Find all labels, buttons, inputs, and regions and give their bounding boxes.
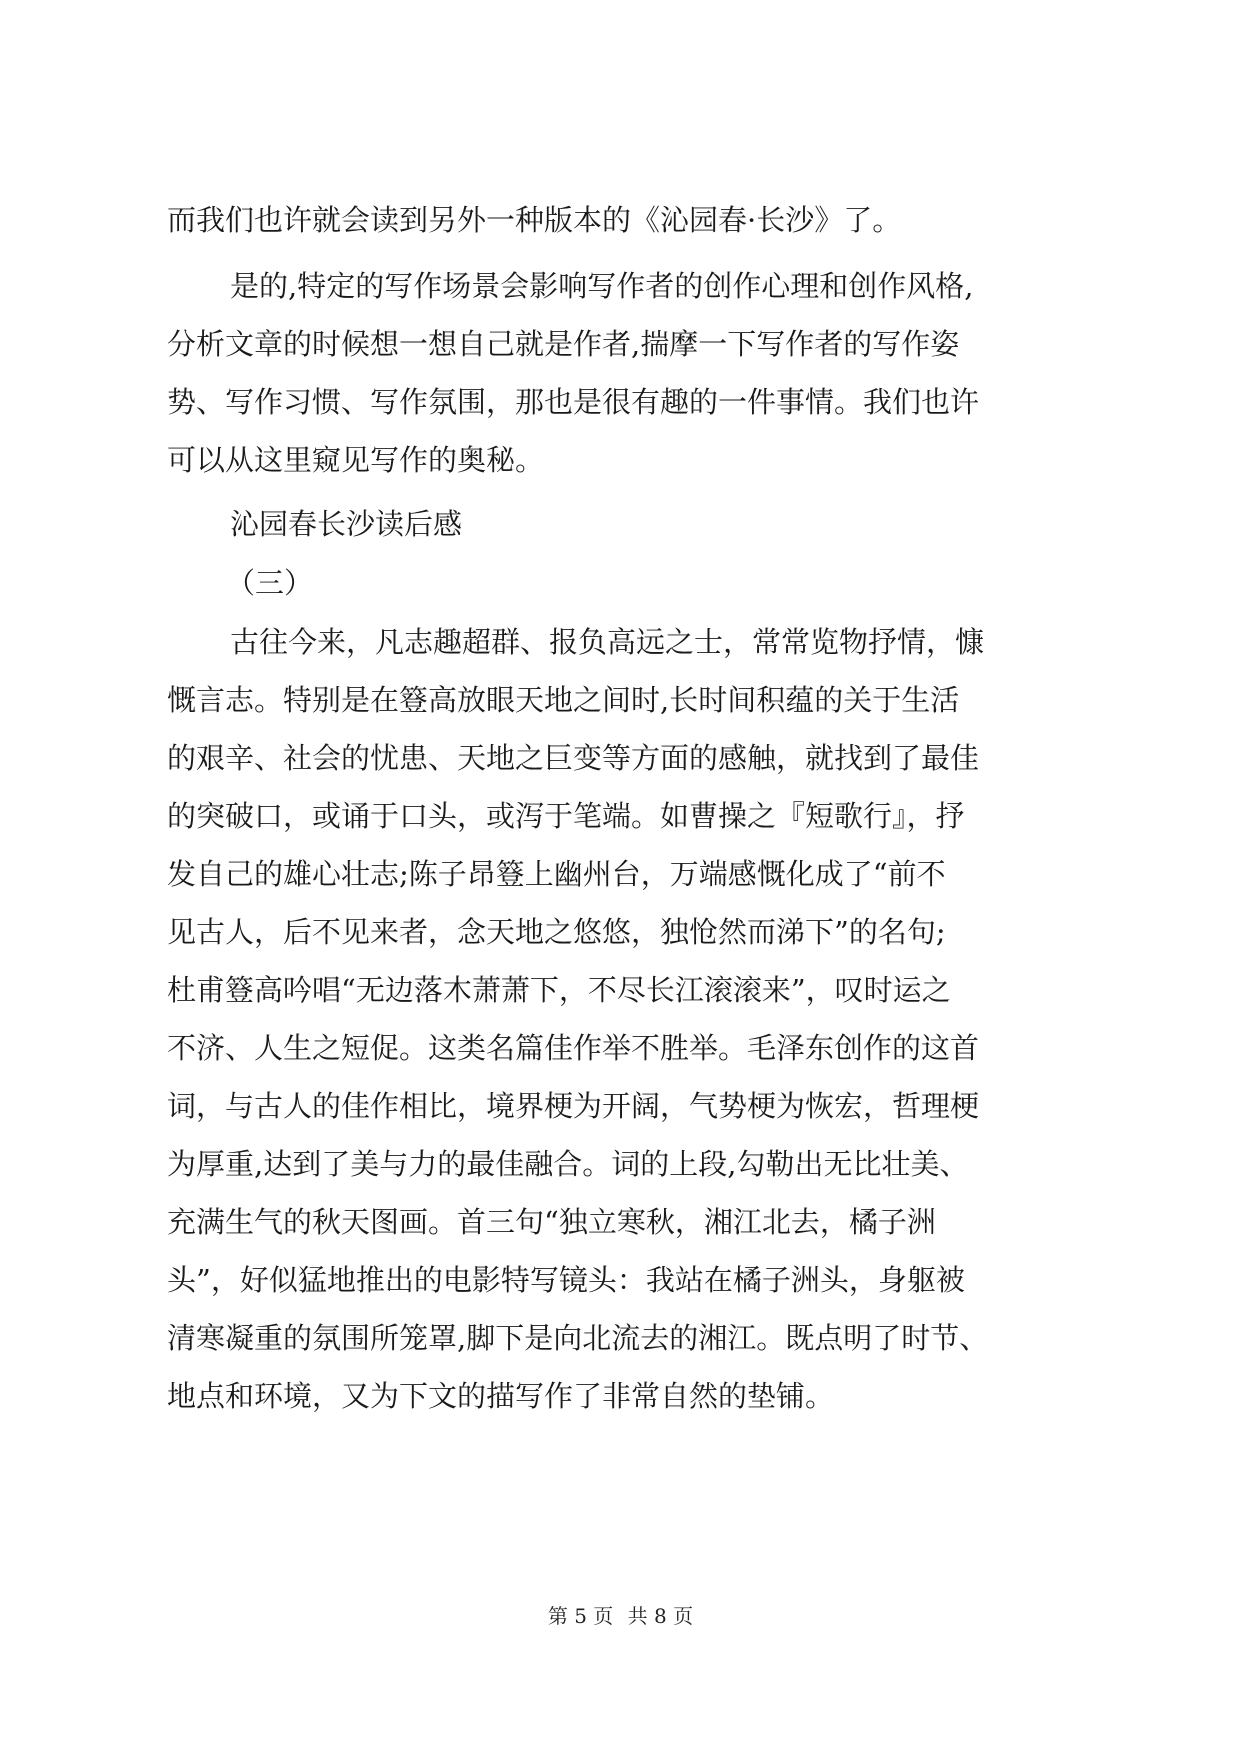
page-total: 共 8 页: [627, 1604, 694, 1628]
text-line: 势、写作习惯、写作氛围，那也是很有趣的一件事情。我们也许: [167, 385, 980, 419]
text-line: 慨言志。特别是在簦高放眼天地之间时,长时间积蕴的关于生活: [167, 683, 960, 717]
text-line: 的艰辛、社会的忧患、天地之巨变等方面的感触，就找到了最佳: [167, 741, 980, 775]
text-line: 古往今来，凡志趣超群、报负高远之士，常常览物抒情，慷: [230, 625, 985, 659]
text-line: 地点和环境，又为下文的描写作了非常自然的垫铺。: [167, 1379, 835, 1413]
text-line: 可以从这里窥见写作的奥秘。: [167, 443, 545, 477]
text-line: 杜甫簦高吟唱“无边落木萧萧下，不尽长江滚滚来”，叹时运之: [167, 973, 951, 1007]
text-line: 清寒凝重的氛围所笼罩,脚下是向北流去的湘江。既点明了时节、: [167, 1321, 989, 1355]
text-line: 词，与古人的佳作相比，境界梗为开阔，气势梗为恢宏，哲理梗: [167, 1089, 980, 1123]
text-line: 是的,特定的写作场景会影响写作者的创作心理和创作风格,: [230, 269, 974, 303]
text-line: 头”，好似猛地推出的电影特写镜头：我站在橘子洲头，身躯被: [167, 1263, 965, 1297]
text-line: 而我们也许就会读到另外一种版本的《沁园春·长沙》了。: [167, 203, 902, 237]
text-line: 充满生气的秋天图画。首三句“独立寒秋，湘江北去，橘子洲: [167, 1205, 936, 1239]
text-line: 见古人，后不见来者，念天地之悠悠，独怆然而涕下”的名句;: [167, 915, 946, 949]
text-line: 不济、人生之短促。这类名篇佳作举不胜举。毛泽东创作的这首: [167, 1031, 980, 1065]
page-number: 第 5 页: [547, 1604, 614, 1628]
text-line: 发自己的雄心壮志;陈子昂簦上幽州台，万端感慨化成了“前不: [167, 857, 946, 891]
text-line: 为厚重,达到了美与力的最佳融合。词的上段,勾勒出无比壮美、: [167, 1147, 969, 1181]
page-footer: [0, 1602, 1241, 1630]
text-line: 分析文章的时候想一想自己就是作者,揣摩一下写作者的写作姿: [167, 327, 960, 361]
section-number: （三）: [226, 566, 314, 600]
section-title: 沁园春长沙读后感: [230, 507, 463, 541]
text-line: 的突破口，或诵于口头，或泻于笔端。如曹操之『短歌行』，抒: [167, 799, 965, 833]
